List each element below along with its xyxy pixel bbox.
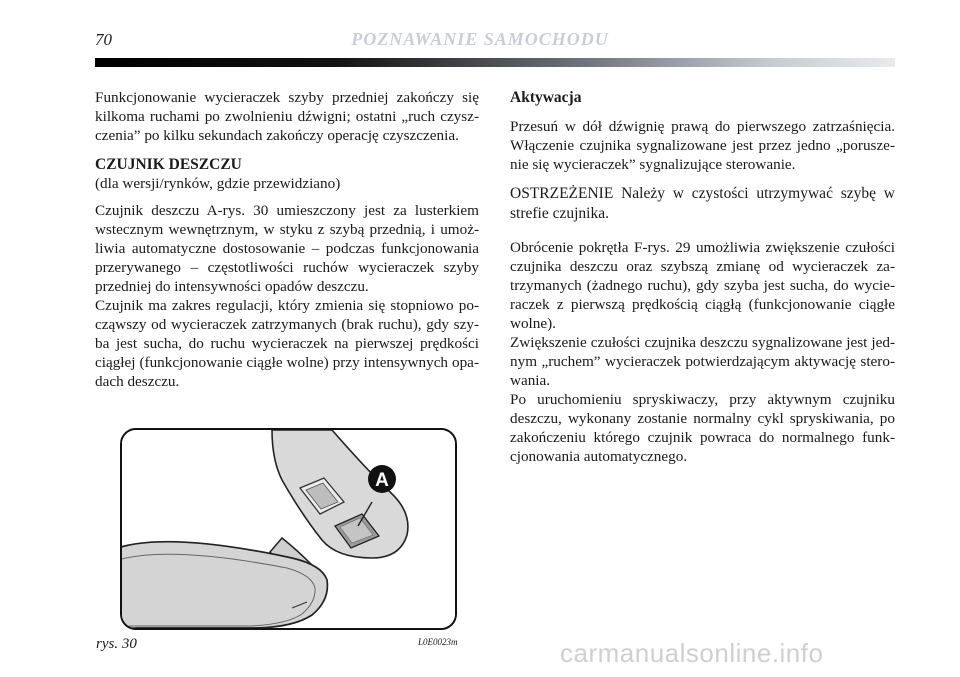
rain-sensor-paragraph-2: Czujnik ma zakres regulacji, który zmienia się stopniowo począwszy od wycieraczek zatrzymanych (brak ruchu), gdy szyba jest sucha, do ruchu wycieraczek na pierwszej prędkości ciągłej (funkcjonowanie ciągłe wolne) przy intensywnych opadach deszczu. bbox=[95, 297, 479, 390]
figure-caption: rys. 30 bbox=[96, 636, 137, 652]
sensitivity-paragraph: Obrócenie pokrętła F-rys. 29 umożliwia zwiększenie czułości czujnika deszczu oraz szybszą zmianę od wycieraczek zatrzymanych (żadnego ruchu), gdy szyba jest sucha, do wycieraczek z pierwszą prędkością ciągłą (funkcjonowanie ciągłe wolne). bbox=[510, 239, 895, 332]
washer-paragraph: Po uruchomieniu spryskiwaczy, przy aktywnym czujniku deszczu, wykonany zostanie normalny cykl spryskiwania, po zakończeniu którego czujnik powraca do normalnego funkcjonowania automatycznego. bbox=[510, 391, 895, 465]
rain-sensor-figure bbox=[120, 428, 457, 630]
watermark: carmanualsonline.info bbox=[560, 638, 824, 668]
page-number: 70 bbox=[95, 30, 112, 49]
rain-sensor-heading: CZUJNIK DESZCZU bbox=[95, 156, 242, 173]
activation-paragraph: Przesuń w dół dźwignię prawą do pierwszego zatrzaśnięcia. Włączenie czujnika sygnalizowane jest przez jedno „poruszenie się wycieraczek” sygnalizujące sterowanie. bbox=[510, 118, 895, 173]
left-column bbox=[95, 88, 479, 401]
activation-heading: Aktywacja bbox=[510, 89, 582, 106]
header-rule bbox=[95, 58, 895, 67]
rain-sensor-subheading: (dla wersji/rynków, gdzie przewidziano) bbox=[95, 175, 341, 192]
right-column bbox=[510, 88, 895, 476]
intro-paragraph: Funkcjonowanie wycieraczek szyby przedniej zakończy się kilkoma ruchami po zwolnieniu dźwigni; ostatni „ruch czyszczenia” po kilku sekundach zakończy operację czyszczenia. bbox=[95, 89, 479, 144]
section-title: POZNAWANIE SAMOCHODU bbox=[351, 29, 609, 49]
rain-sensor-paragraph-1: Czujnik deszczu A-rys. 30 umieszczony jest za lusterkiem wstecznym wewnętrznym, w styku z szybą przednią, i umożliwia automatyczne dostosowanie – podczas funkcjonowania przerywanego – częstotliwości ruchów wycieraczek szyby przedniej do intensywności opadów deszczu. bbox=[95, 202, 479, 295]
sensitivity-signal-paragraph: Zwiększenie czułości czujnika deszczu sygnalizowane jest jednym „ruchem” wycieraczek potwierdzającym aktywację sterowania. bbox=[510, 334, 895, 389]
figure-code: L0E0023m bbox=[418, 637, 458, 647]
rearview-mirror-illustration bbox=[122, 430, 455, 628]
callout-label-a: A bbox=[375, 470, 389, 491]
warning-paragraph: OSTRZEŻENIE Należy w czystości utrzymywać szybę w strefie czujnika. bbox=[510, 185, 895, 222]
